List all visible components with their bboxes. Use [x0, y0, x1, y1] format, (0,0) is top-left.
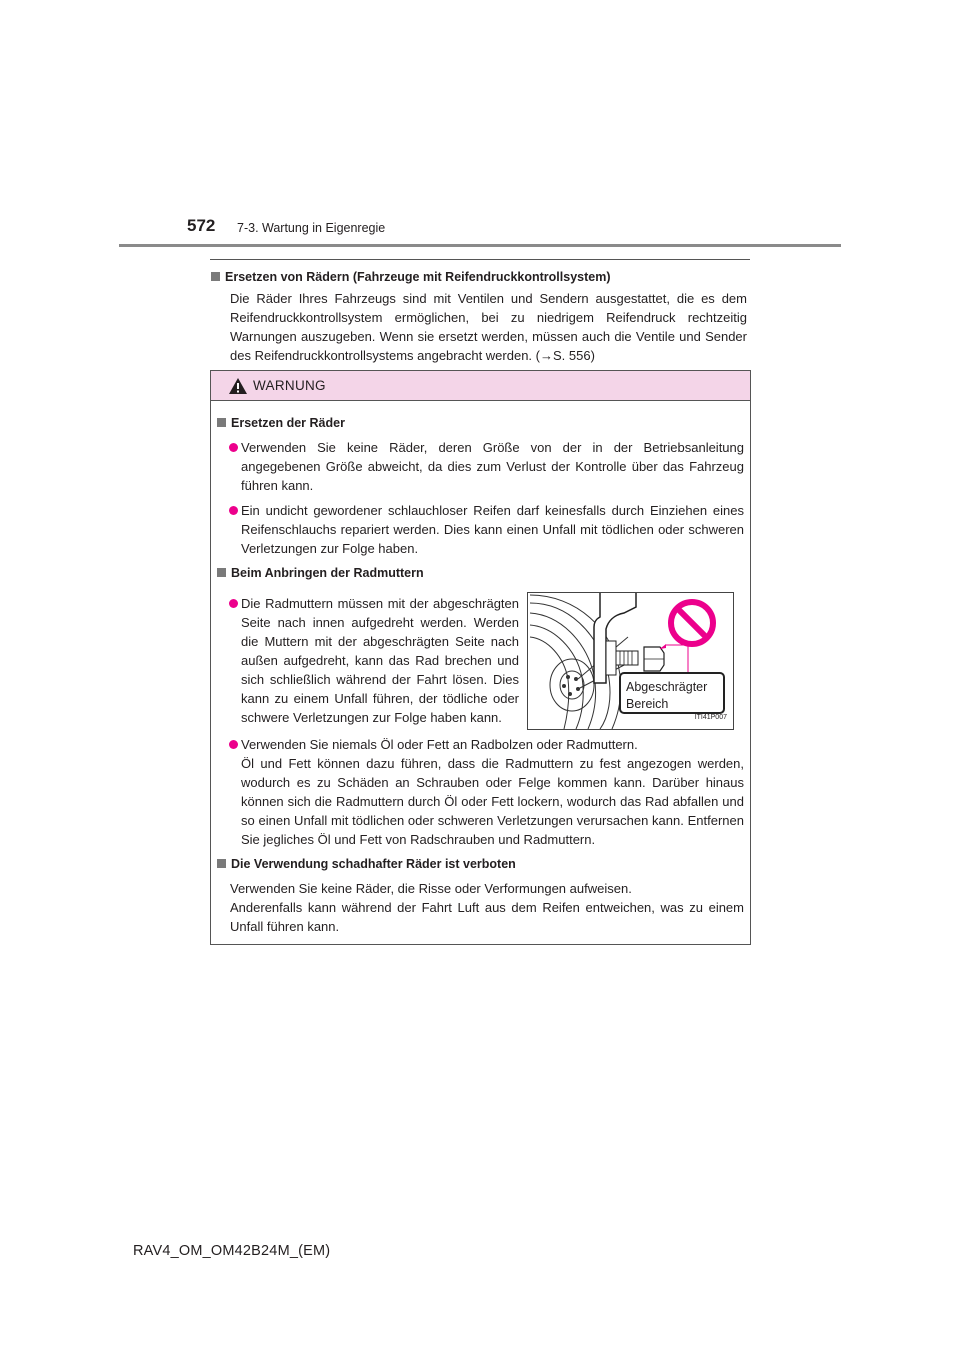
warning-text: Verwenden Sie keine Räder, die Risse oder Verformungen aufweisen. Anderenfalls kann während der Fahrt Luft aus dem Reifen entweichen, was zu einem Unfall führen kann.: [230, 881, 744, 934]
bullet-icon: [229, 501, 241, 510]
square-bullet-icon: [217, 418, 226, 427]
warning-item: Die Radmuttern müssen mit der abgeschrägten Seite nach innen aufgedreht werden. Werden die Muttern mit der abgeschrägten Seite nach außen aufgedreht, kann das Rad brechen und sich schließlich während der Fahrt lösen. Dies kann zu einem Unfall führen, der tödliche oder schwere Verletzungen zur Folge haben kann.: [229, 594, 519, 727]
warning-section-heading: Beim Anbringen der Radmuttern: [217, 564, 744, 583]
figure-row: [217, 588, 744, 733]
bullet-icon: [229, 438, 241, 447]
warning-section-heading: Die Verwendung schadhafter Räder ist verboten: [217, 855, 744, 874]
square-bullet-icon: [217, 568, 226, 577]
section-title: 7-3. Wartung in Eigenregie: [237, 221, 386, 235]
warning-item: Verwenden Sie niemals Öl oder Fett an Radbolzen oder Radmuttern. Öl und Fett können dazu führen, dass die Radmuttern zu fest angezogen werden, wodurch es zu Schäden an Schrauben oder Felge kommen kann. Darüber hinaus können sich die Radmuttern durch Öl oder Fett lockern, wodurch das Rad abfallen und so einen Unfall mit tödlichen oder schweren Verletzungen verursachen kann. Entfernen Sie jegliches Öl und Fett von Radschrauben und Radmuttern.: [229, 735, 744, 849]
warning-triangle-icon: [228, 377, 248, 395]
warning-box: [210, 370, 751, 945]
intro-section: [211, 268, 747, 365]
page-number: 572: [187, 216, 216, 235]
warning-title: WARNUNG: [253, 378, 326, 393]
warning-body: [211, 401, 750, 936]
warning-header: [211, 371, 750, 401]
warning-section-heading: Ersetzen der Räder: [217, 414, 744, 433]
bullet-icon: [229, 735, 241, 744]
header-rule: [119, 244, 841, 247]
section-divider: [210, 259, 750, 260]
bullet-icon: [229, 594, 241, 603]
intro-heading: [211, 268, 747, 287]
square-bullet-icon: [217, 859, 226, 868]
warning-item: Verwenden Sie keine Räder, deren Größe von der in der Betriebsanleitung angegebenen Größe abweicht, da dies zum Verlust der Kontrolle über das Fahrzeug führen kann.: [229, 438, 744, 495]
warning-item: Ein undicht gewordener schlauchloser Reifen darf keinesfalls durch Einziehen eines Reifenschlauchs repariert werden. Dies kann einen Unfall mit tödlichen oder schweren Verletzungen zur Folge haben.: [229, 501, 744, 558]
square-bullet-icon: [211, 272, 220, 281]
intro-heading-text: Ersetzen von Rädern (Fahrzeuge mit Reifendruckkontrollsystem): [225, 270, 611, 284]
figure-label: Abgeschrägter Bereich: [626, 680, 708, 711]
wheel-nut-illustration: [527, 592, 734, 730]
footer-doc-code: RAV4_OM_OM42B24M_(EM): [133, 1243, 331, 1259]
figure-code: ITI41P007: [694, 714, 727, 721]
intro-paragraph: Die Räder Ihres Fahrzeugs sind mit Ventilen und Sendern ausgestattet, die es dem Reifendruckkontrollsystem ermöglichen, bei zu niedrigem Reifendruck rechtzeitig Warnungen auszugeben. Wenn sie ersetzt werden, müssen auch die Ventile und Sender des Reifendruckkontrollsystems angebracht werden. (→S. 556): [230, 291, 747, 363]
